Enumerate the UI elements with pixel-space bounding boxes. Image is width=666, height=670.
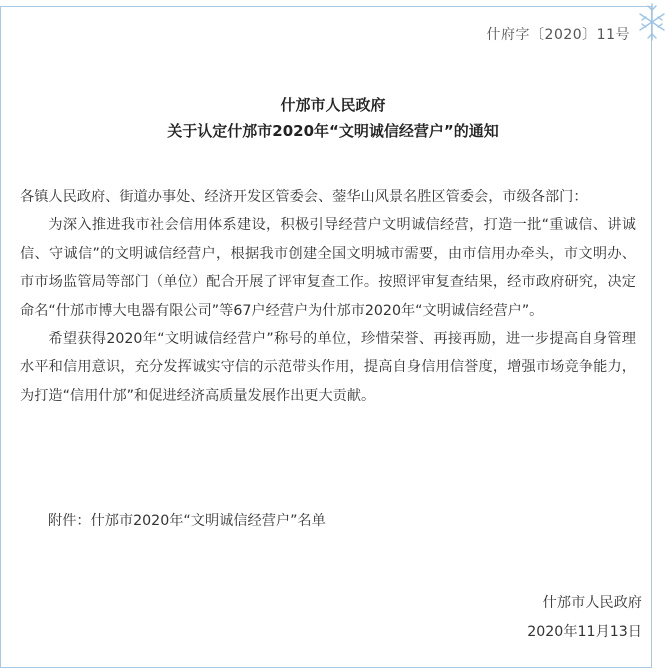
notice-title: 关于认定什邡市2020年“文明诚信经营户”的通知 bbox=[167, 122, 499, 140]
snowflake-corner-icon bbox=[636, 0, 666, 44]
signature-block bbox=[527, 589, 642, 647]
notice-body bbox=[20, 183, 636, 410]
signature-organization: 什邡市人民政府 bbox=[542, 595, 642, 611]
document-number: 什府字〔2020〕11号 bbox=[486, 27, 630, 43]
title-block bbox=[0, 92, 666, 144]
attachment-line: 附件：什邡市2020年“文明诚信经营户”名单 bbox=[48, 513, 326, 529]
signature-date: 2020年11月13日 bbox=[527, 624, 642, 640]
salutation: 各镇人民政府、街道办事处、经济开发区管委会、蓥华山风景名胜区管委会，市级各部门： bbox=[20, 189, 588, 205]
body-paragraph-2: 希望获得2020年“文明诚信经营户”称号的单位，珍惜荣誉、再接再励，进一步提高自身管理水平和信用意识，充分发挥诚实守信的示范带头作用，提高自身信用信誉度，增强市场竞争能力，为打造“信用什邡”和促进经济高质量发展作出更大贡献。 bbox=[20, 331, 636, 404]
body-paragraph-1: 为深入推进我市社会信用体系建设，积极引导经营户文明诚信经营，打造一批“重诚信、讲诚信、守诚信”的文明诚信经营户，根据我市创建全国文明城市需要，由市信用办牵头，市文明办、市市场监管局等部门（单位）配合开展了评审复查工作。按照评审复查结果，经市政府研究，决定命名“什邡市博大电器有限公司”等67户经营户为什邡市2020年“文明诚信经营户”。 bbox=[20, 217, 636, 319]
issuer-title: 什邡市人民政府 bbox=[280, 96, 386, 114]
